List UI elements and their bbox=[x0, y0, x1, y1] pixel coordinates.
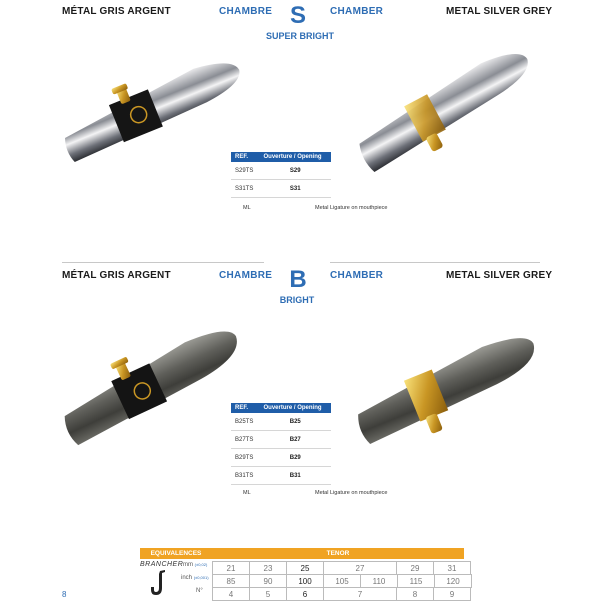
opening-cell: B27 bbox=[260, 431, 331, 449]
section-b-subtitle: BRIGHT bbox=[279, 295, 315, 305]
ref-cell: B29TS bbox=[231, 449, 260, 467]
section-b-chambre: CHAMBRE bbox=[219, 270, 273, 281]
mm-value: 27 bbox=[324, 562, 397, 575]
section-s-ref-table bbox=[231, 152, 331, 198]
equivalences-number-table bbox=[212, 587, 471, 601]
opening-cell: S31 bbox=[260, 180, 331, 198]
table-row bbox=[231, 162, 331, 180]
saxophone-icon bbox=[148, 570, 170, 598]
mm-value: 29 bbox=[397, 562, 434, 575]
section-s-subtitle: SUPER BRIGHT bbox=[265, 31, 334, 41]
mm-row bbox=[213, 562, 471, 575]
ref-cell: B31TS bbox=[231, 467, 260, 485]
mm-label: mm (±0,02) bbox=[183, 562, 208, 568]
mouthpiece-b-right-image bbox=[350, 318, 545, 458]
inch-value: 90 bbox=[250, 575, 287, 588]
mm-value: 23 bbox=[250, 562, 287, 575]
opening-cell: S29 bbox=[260, 162, 331, 180]
mouthpiece-s-left-image bbox=[55, 42, 250, 172]
equivalences-title: EQUIVALENCES bbox=[140, 548, 212, 559]
inch-value: 115 bbox=[398, 575, 435, 588]
equivalences-tenor: TENOR bbox=[212, 548, 464, 559]
section-b-ml-ref: ML bbox=[243, 490, 251, 496]
number-value: 7 bbox=[324, 588, 397, 601]
table-row bbox=[231, 449, 331, 467]
ref-cell: S29TS bbox=[231, 162, 260, 180]
brand-label: BRANCHER bbox=[140, 561, 184, 568]
inch-value: 100 bbox=[287, 575, 324, 588]
table-row bbox=[231, 413, 331, 431]
table-row bbox=[231, 431, 331, 449]
section-s-chambre: CHAMBRE bbox=[219, 6, 273, 17]
ref-column-header: REF. bbox=[231, 403, 260, 413]
page-number: 8 bbox=[62, 590, 67, 599]
inch-value: 120 bbox=[435, 575, 472, 588]
section-s-left-label: MÉTAL GRIS ARGENT bbox=[62, 6, 171, 17]
opening-cell: B29 bbox=[260, 449, 331, 467]
ref-cell: B27TS bbox=[231, 431, 260, 449]
divider-right bbox=[330, 262, 540, 263]
inch-value: 85 bbox=[213, 575, 250, 588]
inch-value: 105 bbox=[324, 575, 361, 588]
section-s-ml-ref: ML bbox=[243, 205, 251, 211]
mm-value: 25 bbox=[287, 562, 324, 575]
mm-value: 21 bbox=[213, 562, 250, 575]
number-value: 5 bbox=[250, 588, 287, 601]
mouthpiece-b-left-image bbox=[55, 315, 250, 455]
section-b-ml-desc: Metal Ligature on mouthpiece bbox=[315, 490, 388, 496]
section-b-right-label: METAL SILVER GREY bbox=[446, 270, 553, 281]
opening-column-header: Ouverture / Opening bbox=[260, 152, 331, 162]
mouthpiece-s-right-image bbox=[348, 40, 543, 175]
section-s-letter: S bbox=[289, 2, 306, 29]
mm-value: 31 bbox=[434, 562, 471, 575]
number-value: 6 bbox=[287, 588, 324, 601]
section-b-chamber: CHAMBER bbox=[330, 270, 384, 281]
opening-cell: B31 bbox=[260, 467, 331, 485]
number-value: 9 bbox=[434, 588, 471, 601]
number-label: N° bbox=[196, 588, 203, 594]
number-value: 8 bbox=[397, 588, 434, 601]
inch-value: 110 bbox=[361, 575, 398, 588]
ref-column-header: REF. bbox=[231, 152, 260, 162]
number-row bbox=[213, 588, 471, 601]
equivalences-inch-table bbox=[212, 574, 472, 588]
inch-label: inch (±0,001) bbox=[181, 575, 209, 581]
section-s-chamber: CHAMBER bbox=[330, 6, 384, 17]
inch-row bbox=[213, 575, 472, 588]
divider-left bbox=[62, 262, 264, 263]
section-b-letter: B bbox=[289, 266, 307, 293]
number-value: 4 bbox=[213, 588, 250, 601]
section-b-left-label: MÉTAL GRIS ARGENT bbox=[62, 270, 171, 281]
section-s-right-label: METAL SILVER GREY bbox=[446, 6, 553, 17]
opening-column-header: Ouverture / Opening bbox=[260, 403, 331, 413]
table-row bbox=[231, 180, 331, 198]
table-row bbox=[231, 467, 331, 485]
section-b-ref-table bbox=[231, 403, 331, 485]
ref-cell: B25TS bbox=[231, 413, 260, 431]
section-s-ml-desc: Metal Ligature on mouthpiece bbox=[315, 205, 388, 211]
ref-cell: S31TS bbox=[231, 180, 260, 198]
opening-cell: B25 bbox=[260, 413, 331, 431]
equivalences-mm-table bbox=[212, 561, 471, 575]
